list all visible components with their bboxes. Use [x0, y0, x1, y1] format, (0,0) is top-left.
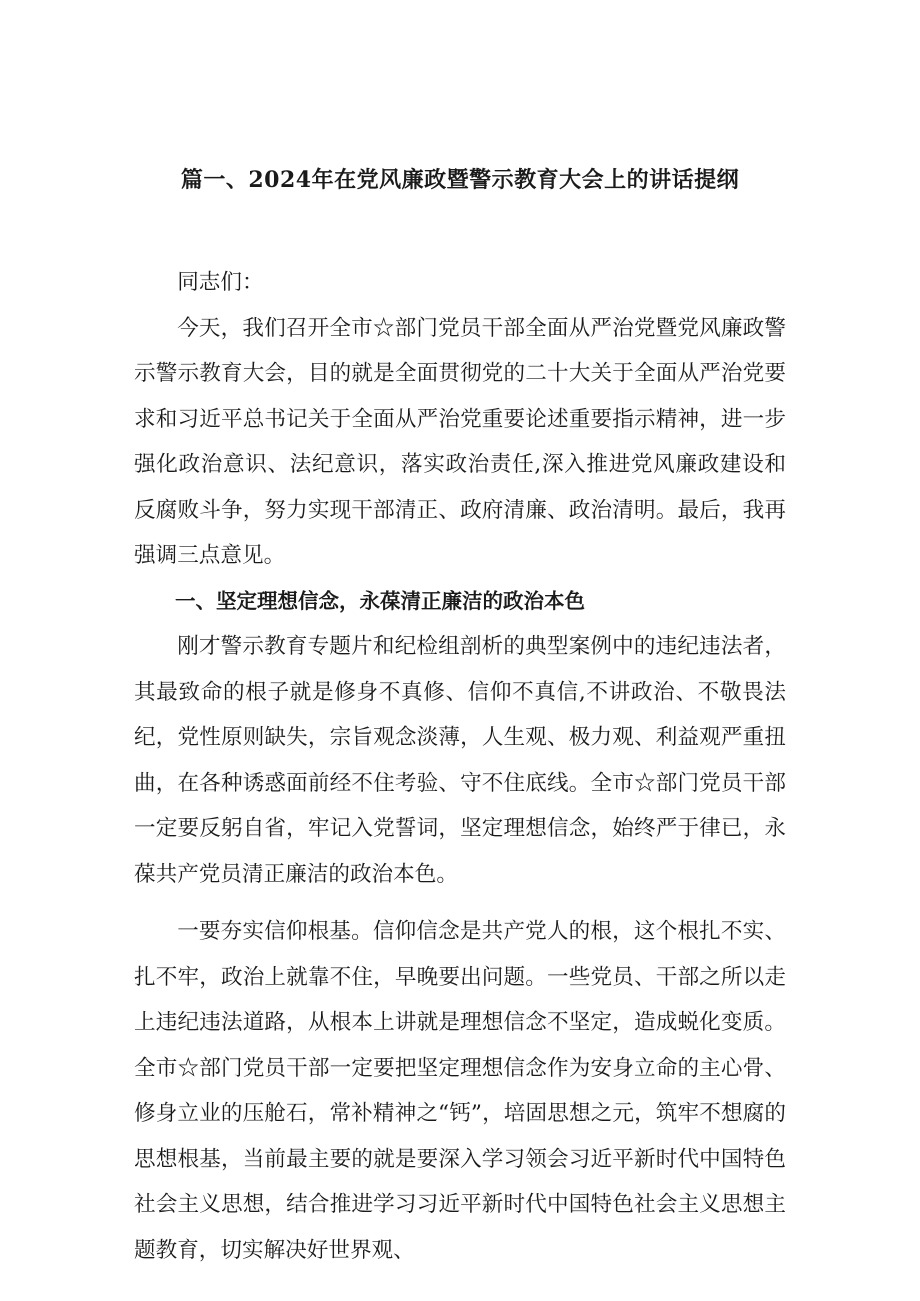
greeting: 同志们： [177, 270, 264, 295]
document-title: 篇一、2024年在党风廉政暨警示教育大会上的讲话提纲 [180, 167, 740, 193]
paragraph-section-2: 一要夯实信仰根基。信仰信念是共产党人的根，这个根扎不实、扎不牢，政治上就靠不住，早晚要出问题。一些党员、干部之所以走上违纪违法道路，从根本上讲就是理想信念不坚定，造成蜕化变质。全市☆部门党员干部一定要把坚定理想信念作为安身立命的主心骨、修身立业的压舱石，常补精神之“钙”，培固思想之元，筑牢不想腐的思想根基，当前最主要的就是要深入学习领会习近平新时代中国特色社会主义思想，结合推进学习习近平新时代中国特色社会主义思想主题教育，切实解决好世界观、 [134, 919, 786, 1263]
paragraph-intro: 今天，我们召开全市☆部门党员干部全面从严治党暨党风廉政警示警示教育大会，目的就是全面贯彻党的二十大关于全面从严治党要求和习近平总书记关于全面从严治党重要论述重要指示精神，进一步强化政治意识、法纪意识，落实政治责任,深入推进党风廉政建设和反腐败斗争，努力实现干部清正、政府清廉、政治清明。最后，我再强调三点意见。 [134, 315, 786, 568]
section-heading-1: 一、坚定理想信念，永葆清正廉洁的政治本色 [175, 588, 585, 613]
document-body [134, 260, 786, 1273]
paragraph-gap [134, 897, 786, 909]
paragraph-section-1: 刚才警示教育专题片和纪检组剖析的典型案例中的违纪违法者，其最致命的根子就是修身不真修、信仰不真信,不讲政治、不敬畏法纪，党性原则缺失，宗旨观念淡薄，人生观、极力观、利益观严重扭曲，在各种诱惑面前经不住考验、守不住底线。全市☆部门党员干部一定要反躬自省，牢记入党誓词，坚定理想信念，始终严于律已，永葆共产党员清正廉洁的政治本色。 [134, 634, 786, 887]
